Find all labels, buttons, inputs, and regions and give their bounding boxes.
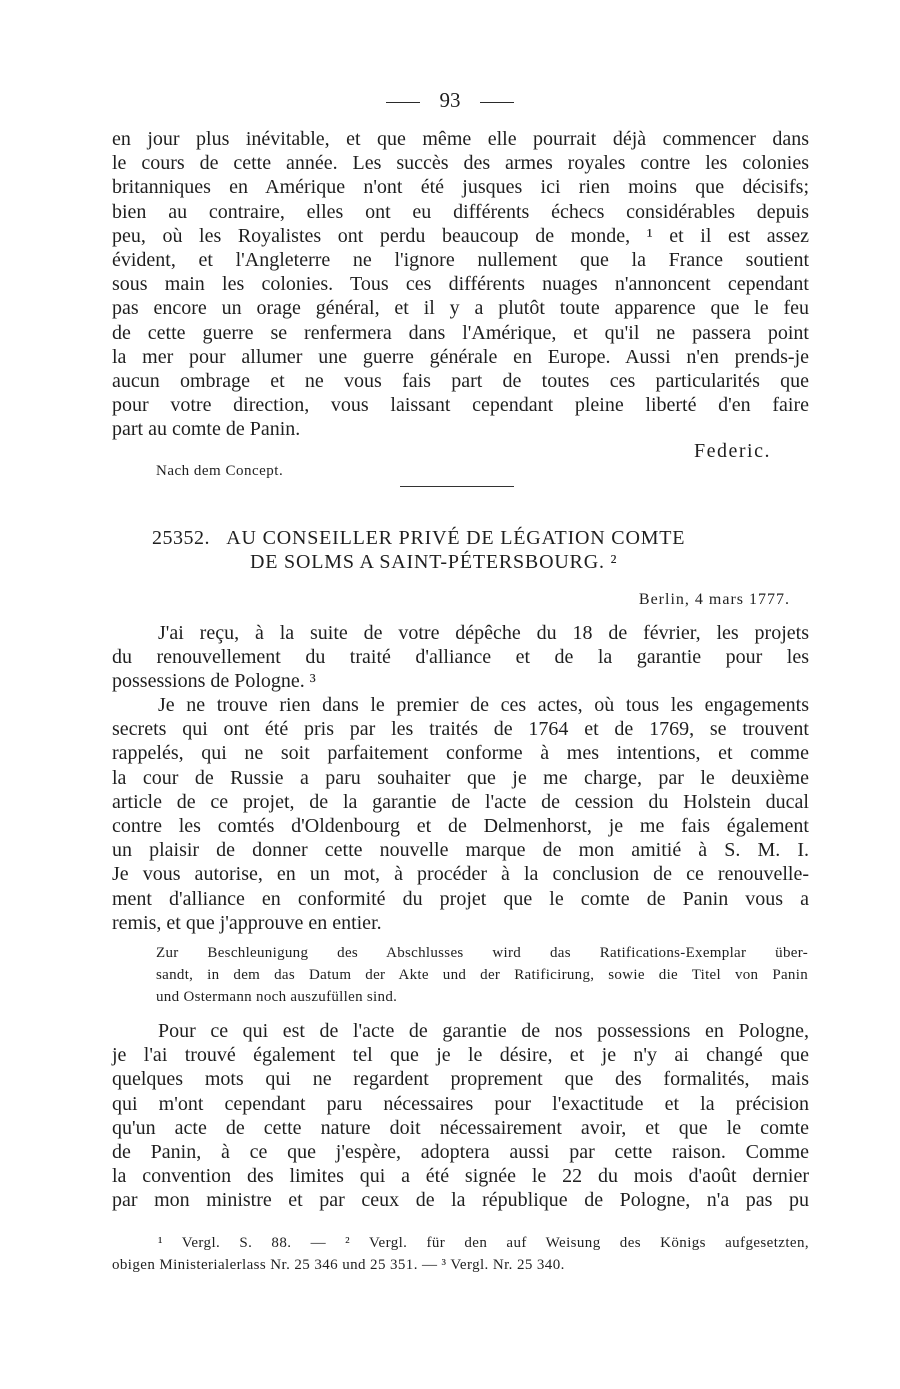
place-date: Berlin, 4 mars 1777. — [638, 591, 790, 608]
text-line: aucun ombrage et ne vous fais part de toutes ces particularités que — [112, 370, 809, 393]
text-line: de cette guerre se renfermera dans l'Amérique, et qu'il ne passera point — [112, 321, 809, 344]
heading-line-2: DE SOLMS A SAINT-PÉTERSBOURG. ² — [250, 551, 618, 573]
text-line: part au comte de Panin. — [112, 418, 301, 441]
note-line: Zur Beschleunigung des Abschlusses wird das Ratifications-Exemplar über- — [156, 945, 808, 961]
text-line: qui m'ont cependant paru nécessaires pour l'exactitude et la précision — [112, 1092, 809, 1115]
paragraph-treaty — [112, 693, 809, 935]
text-line: Pour ce qui est de l'acte de garantie de nos possessions en Pologne, — [158, 1020, 809, 1042]
letter-number: 25352. — [152, 527, 210, 549]
text-line: je l'ai trouvé également tel que je le désire, et je n'y ai changé que — [112, 1044, 809, 1067]
signature: Federic. — [694, 440, 771, 462]
paragraph-continuation — [112, 127, 809, 442]
text-line: J'ai reçu, à la suite de votre dépêche du 18 de février, les projets — [158, 622, 809, 644]
text-line: possessions de Pologne. ³ — [112, 670, 316, 693]
footnotes — [112, 1232, 809, 1276]
text-line: secrets qui ont été pris par les traités de 1764 et de 1769, se trouvent — [112, 718, 809, 741]
editorial-note — [156, 942, 808, 1008]
text-line: la cour de Russie a paru souhaiter que je me charge, par le deuxième — [112, 766, 809, 789]
text-line: par mon ministre et par ceux de la république de Pologne, n'a pas pu — [112, 1189, 809, 1212]
page-number: 93 — [439, 88, 461, 112]
letter-heading — [152, 526, 802, 574]
text-line: quelques mots qui ne regardent proprement que des formalités, mais — [112, 1068, 809, 1091]
text-line: un plaisir de donner cette nouvelle marque de mon amitié à S. M. I. — [112, 839, 809, 862]
paragraph-guarantee — [112, 1019, 809, 1213]
footnote-line: obigen Ministerialerlass Nr. 25 346 und 25 351. — ³ Vergl. Nr. 25 340. — [112, 1257, 565, 1273]
text-line: peu, où les Royalistes ont perdu beaucoup de monde, ¹ et il est assez — [112, 224, 809, 247]
text-line: la mer pour allumer une guerre générale en Europe. Aussi n'en prends-je — [112, 345, 809, 368]
text-line: sous main les colonies. Tous ces différents nuages n'annoncent cependant — [112, 273, 809, 296]
text-line: le cours de cette année. Les succès des armes royales contre les colonies — [112, 152, 809, 175]
text-line: rappelés, qui ne soit parfaitement conforme à mes intentions, et comme — [112, 742, 809, 765]
text-line: en jour plus inévitable, et que même elle pourrait déjà commencer dans — [112, 128, 809, 150]
header-rule-left — [386, 102, 420, 103]
text-line: pas encore un orage général, et il y a plutôt toute apparence que le feu — [112, 297, 809, 320]
section-divider — [400, 486, 514, 487]
page-header — [0, 88, 900, 112]
note-line: und Ostermann noch auszufüllen sind. — [156, 989, 398, 1005]
text-line: Je vous autorise, en un mot, à procéder à la conclusion de ce renouvelle- — [112, 863, 809, 886]
text-line: article de ce projet, de la garantie de l'acte de cession du Holstein ducal — [112, 790, 809, 813]
text-line: contre les comtés d'Oldenbourg et de Delmenhorst, je me fais également — [112, 815, 809, 838]
text-line: bien au contraire, elles ont eu différents échecs considérables depuis — [112, 200, 809, 223]
text-line: pour votre direction, vous laissant cependant pleine liberté d'en faire — [112, 394, 809, 417]
text-line: ment d'alliance en conformité du projet que le comte de Panin vous a — [112, 887, 809, 910]
footnote-line: ¹ Vergl. S. 88. — ² Vergl. für den auf Weisung des Königs aufgesetzten, — [158, 1235, 809, 1251]
paragraph-opening — [112, 621, 809, 694]
text-line: de Panin, à ce que j'espère, adoptera aussi par cette raison. Comme — [112, 1141, 809, 1164]
text-line: la convention des limites qui a été signée le 22 du mois d'août dernier — [112, 1165, 809, 1188]
text-line: remis, et que j'approuve en entier. — [112, 911, 382, 934]
heading-line-1: AU CONSEILLER PRIVÉ DE LÉGATION COMTE — [226, 527, 686, 549]
text-line: britanniques en Amérique n'ont été jusques ici rien moins que décisifs; — [112, 176, 809, 199]
text-line: évident, et l'Angleterre ne l'ignore nullement que la France soutient — [112, 249, 809, 272]
header-rule-right — [480, 102, 514, 103]
source-note: Nach dem Concept. — [156, 463, 284, 479]
text-line: du renouvellement du traité d'alliance et de la garantie pour les — [112, 646, 809, 669]
text-line: qu'un acte de cette nature doit nécessairement avoir, et que le comte — [112, 1116, 809, 1139]
text-line: Je ne trouve rien dans le premier de ces actes, où tous les engagements — [158, 694, 809, 716]
note-line: sandt, in dem das Datum der Akte und der Ratificirung, sowie die Titel von Panin — [156, 967, 808, 983]
